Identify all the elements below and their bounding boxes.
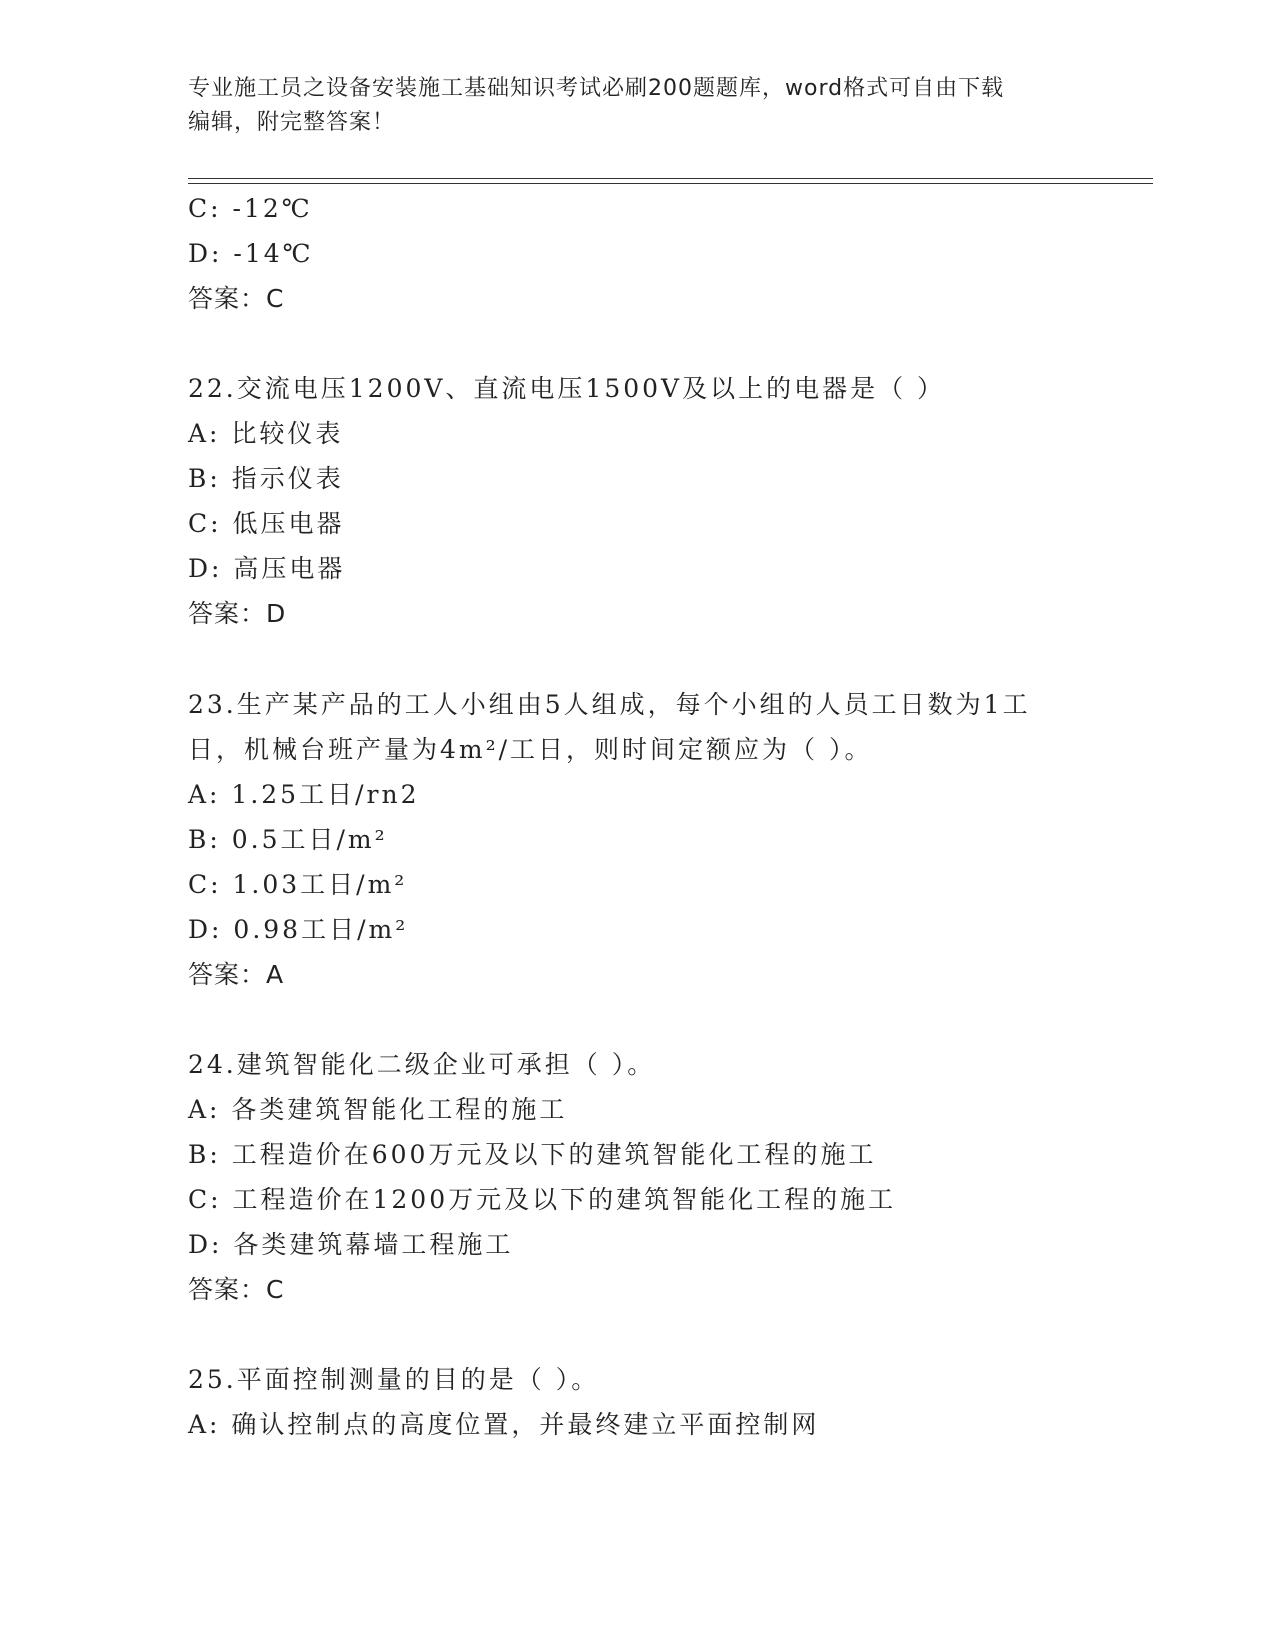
q23-answer: 答案：A — [188, 960, 285, 989]
q22-answer: 答案：D — [188, 599, 287, 628]
q22-option-c: C: 低压电器 — [188, 509, 345, 538]
q24-option-d: D: 各类建筑幕墙工程施工 — [188, 1230, 514, 1259]
q23-option-c: C: 1.03工日/m² — [188, 870, 408, 899]
q22-option-d: D: 高压电器 — [188, 554, 346, 583]
q23-question-line-1: 23.生产某产品的工人小组由5人组成，每个小组的人员工日数为1工 — [188, 690, 1031, 719]
q25-question: 25.平面控制测量的目的是（ ）。 — [188, 1365, 600, 1394]
q24-option-a: A: 各类建筑智能化工程的施工 — [188, 1095, 568, 1124]
q22-option-a: A: 比较仪表 — [188, 419, 344, 448]
q23-option-b: B: 0.5工日/m² — [188, 825, 388, 854]
q24-option-c: C: 工程造价在1200万元及以下的建筑智能化工程的施工 — [188, 1185, 897, 1214]
q22-option-b: B: 指示仪表 — [188, 464, 344, 493]
prev-option-d: D: -14℃ — [188, 239, 314, 268]
q22-question: 22.交流电压1200V、直流电压1500V及以上的电器是（ ） — [188, 374, 946, 403]
q24-answer: 答案：C — [188, 1275, 285, 1304]
q23-option-d: D: 0.98工日/m² — [188, 915, 409, 944]
header-line-1: 专业施工员之设备安装施工基础知识考试必刷200题题库，word格式可自由下载 — [188, 76, 1005, 101]
q24-question: 24.建筑智能化二级企业可承担（ ）。 — [188, 1050, 656, 1079]
header-line-2: 编辑，附完整答案！ — [188, 110, 396, 135]
q23-option-a: A: 1.25工日/rn2 — [188, 780, 420, 809]
header-rule-top — [188, 178, 1153, 179]
prev-answer: 答案：C — [188, 284, 285, 313]
prev-option-c: C: -12℃ — [188, 194, 313, 223]
q25-option-a: A: 确认控制点的高度位置，并最终建立平面控制网 — [188, 1410, 820, 1439]
q24-option-b: B: 工程造价在600万元及以下的建筑智能化工程的施工 — [188, 1140, 877, 1169]
document-header — [188, 72, 1088, 140]
header-rule-bottom — [188, 183, 1153, 184]
q23-question-line-2: 日，机械台班产量为4m²/工日，则时间定额应为（ ）。 — [188, 735, 873, 764]
